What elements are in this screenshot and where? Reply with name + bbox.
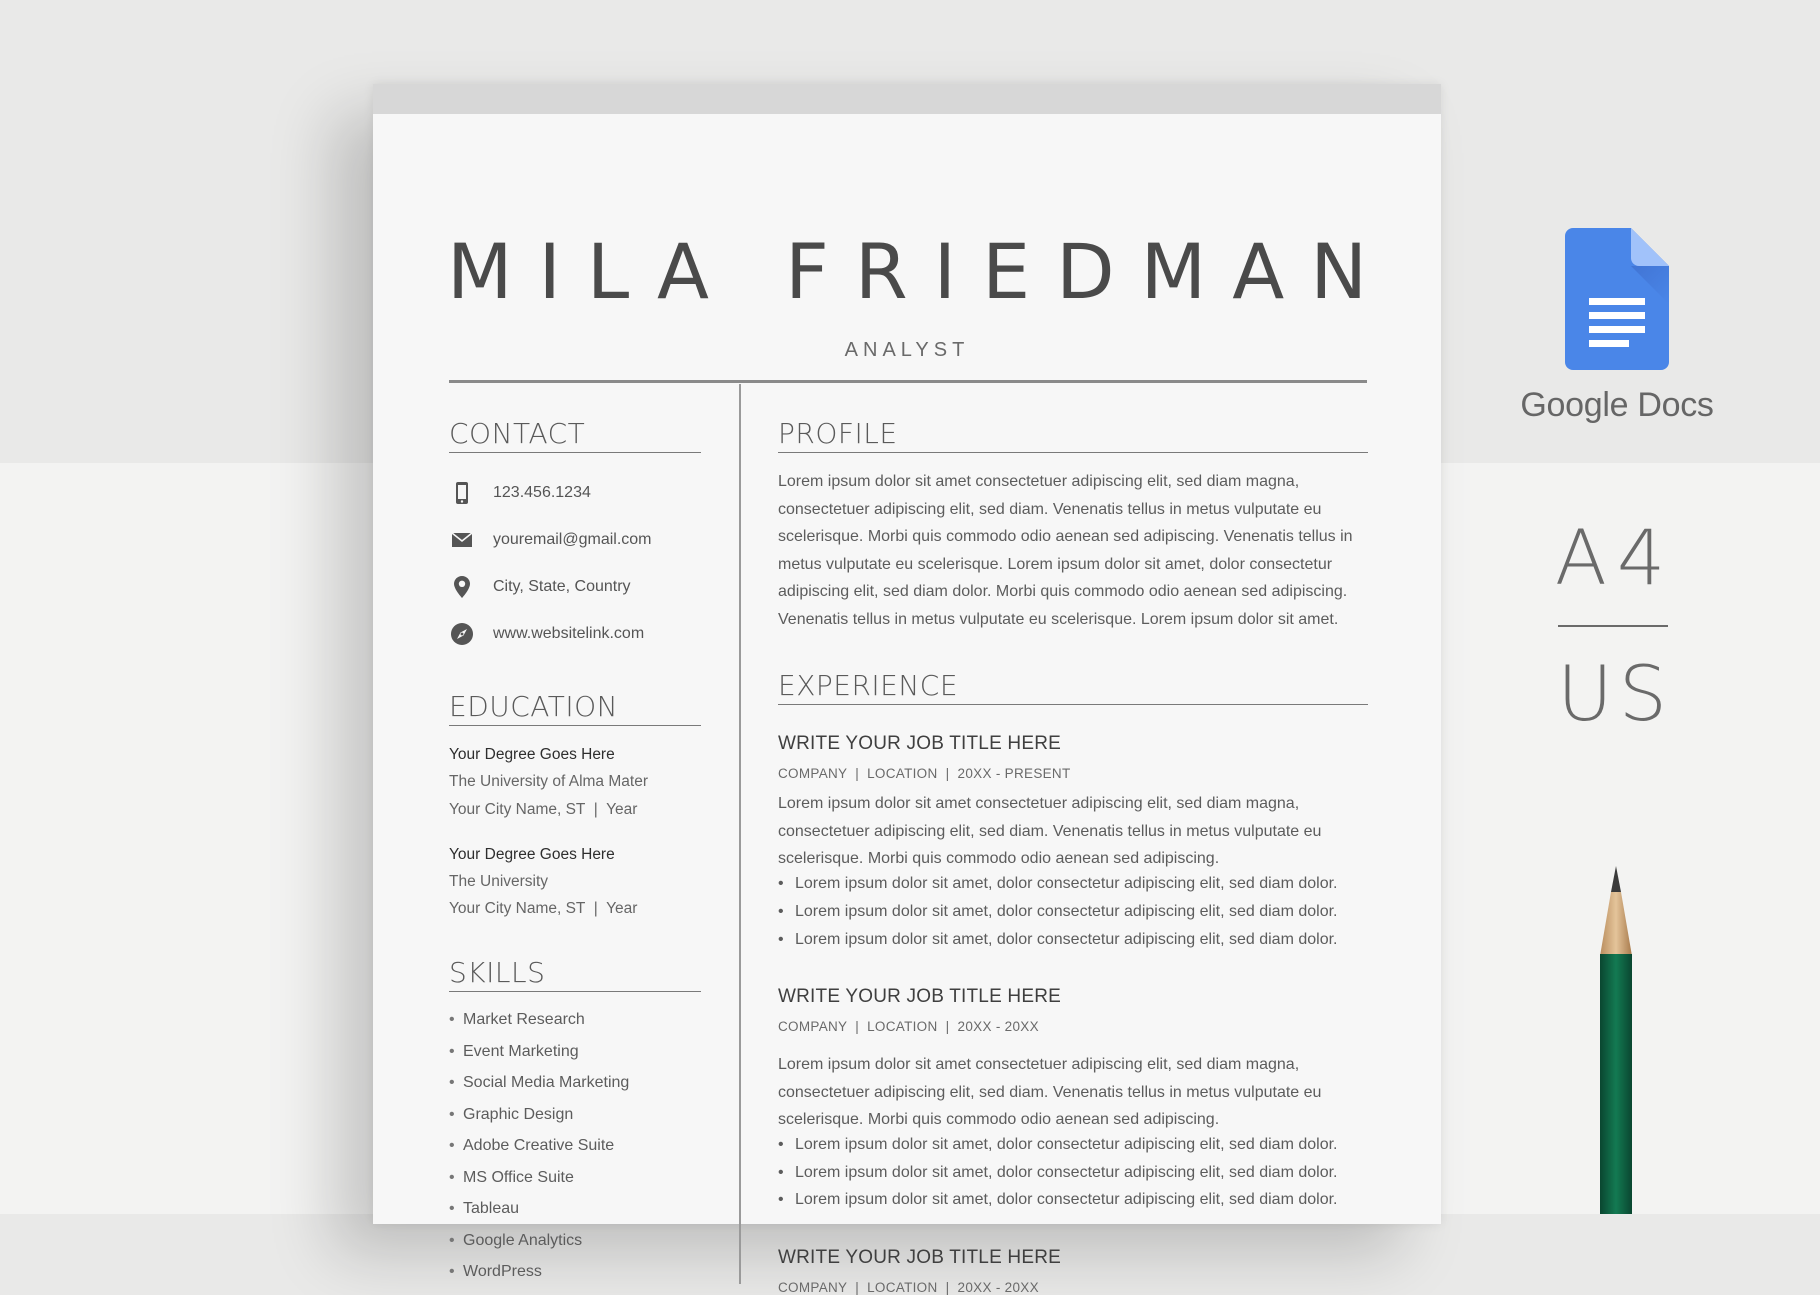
resume-job-title: ANALYST (844, 339, 970, 361)
google-docs-icon (1565, 228, 1669, 370)
job-summary: Lorem ipsum dolor sit amet consectetuer adipiscing elit, sed diam magna, consectetuer adipiscing elit, sed diam. Venenatis tellus in metus vulputate eu scelerisque. Morbi quis commodo odio aenean sed adipiscing. (778, 795, 1322, 868)
header-divider (449, 380, 1367, 383)
contact-phone-text: 123.456.1234 (493, 484, 591, 501)
skill-item: • Graphic Design (449, 1106, 574, 1123)
profile-heading: PROFILE (778, 417, 898, 450)
profile-heading-rule (778, 452, 1368, 453)
job-summary: Lorem ipsum dolor sit amet consectetuer adipiscing elit, sed diam magna, consectetuer adipiscing elit, sed diam. Venenatis tellus in metus vulputate eu scelerisque. Morbi quis commodo odio aenean sed adipiscing. (778, 1056, 1322, 1129)
email-icon (449, 527, 475, 553)
skill-item: • Event Marketing (449, 1043, 579, 1060)
skills-heading: SKILLS (449, 956, 546, 989)
contact-location (449, 572, 631, 602)
job-meta: COMPANY | LOCATION | 20XX - 20XX (778, 1019, 1039, 1034)
skill-item: • Market Research (449, 1011, 585, 1028)
resume-page (373, 84, 1441, 1295)
contact-website (449, 619, 644, 649)
contact-heading: CONTACT (449, 417, 586, 450)
compass-icon (449, 621, 475, 647)
contact-email (449, 525, 652, 555)
contact-website-text: www.websitelink.com (493, 625, 645, 642)
job-bullet: • Lorem ipsum dolor sit amet, dolor consectetur adipiscing elit, sed diam dolor. (778, 903, 1338, 920)
contact-heading-rule (449, 452, 701, 453)
resume-name: MILA FRIEDMAN (446, 227, 1394, 316)
education-school: The University of Alma Mater (449, 773, 648, 790)
contact-email-text: youremail@gmail.com (493, 531, 652, 548)
experience-heading-rule (778, 704, 1368, 705)
skills-heading-rule (449, 991, 701, 992)
education-place: Your City Name, ST | Year (449, 900, 638, 917)
job-bullet: • Lorem ipsum dolor sit amet, dolor consectetur adipiscing elit, sed diam dolor. (778, 1164, 1338, 1181)
job-bullet: • Lorem ipsum dolor sit amet, dolor consectetur adipiscing elit, sed diam dolor. (778, 1191, 1338, 1208)
format-divider (1558, 625, 1668, 627)
pencil-icon (1596, 866, 1636, 1214)
skill-item: • Adobe Creative Suite (449, 1137, 615, 1154)
column-divider (739, 384, 741, 1284)
education-school: The University (449, 873, 549, 890)
skill-item: • Tableau (449, 1200, 520, 1217)
contact-phone (449, 478, 591, 508)
format-a4-label: A4 (1554, 513, 1676, 602)
page-top-bar (373, 84, 1441, 114)
job-meta: COMPANY | LOCATION | 20XX - 20XX (778, 1280, 1039, 1295)
education-heading: EDUCATION (449, 690, 619, 723)
skill-item: • WordPress (449, 1263, 542, 1280)
skill-item: • Social Media Marketing (449, 1074, 630, 1091)
job-title: WRITE YOUR JOB TITLE HERE (778, 1247, 1062, 1268)
education-heading-rule (449, 725, 701, 726)
job-title: WRITE YOUR JOB TITLE HERE (778, 733, 1062, 754)
experience-heading: EXPERIENCE (778, 669, 959, 702)
google-docs-wordmark: Google Docs (1520, 386, 1714, 424)
skill-item: • Google Analytics (449, 1232, 583, 1249)
location-pin-icon (449, 574, 475, 600)
profile-text: Lorem ipsum dolor sit amet consectetuer adipiscing elit, sed diam magna, consectetuer adipiscing elit, sed diam. Venenatis tellus in metus vulputate eu scelerisque. Morbi quis commodo odio aenean sed adipiscing. Venenatis tellus in metus vulputate eu scelerisque. Lorem ipsum dolor sit amet, dolor consectetur adipiscing elit, sed diam dolor. Morbi quis commodo odio aenean sed adipiscing. Venenatis tellus in metus vulputate eu scelerisque. Lorem ipsum dolor sit amet. (778, 473, 1353, 628)
education-degree: Your Degree Goes Here (449, 846, 615, 863)
education-degree: Your Degree Goes Here (449, 746, 615, 763)
job-meta: COMPANY | LOCATION | 20XX - PRESENT (778, 766, 1071, 781)
job-bullet: • Lorem ipsum dolor sit amet, dolor consectetur adipiscing elit, sed diam dolor. (778, 875, 1338, 892)
format-us-label: US (1557, 649, 1673, 738)
job-title: WRITE YOUR JOB TITLE HERE (778, 986, 1062, 1007)
education-place: Your City Name, ST | Year (449, 801, 638, 818)
phone-icon (449, 480, 475, 506)
contact-location-text: City, State, Country (493, 578, 631, 595)
job-bullet: • Lorem ipsum dolor sit amet, dolor consectetur adipiscing elit, sed diam dolor. (778, 1136, 1338, 1153)
skill-item: • MS Office Suite (449, 1169, 574, 1186)
job-bullet: • Lorem ipsum dolor sit amet, dolor consectetur adipiscing elit, sed diam dolor. (778, 931, 1338, 948)
